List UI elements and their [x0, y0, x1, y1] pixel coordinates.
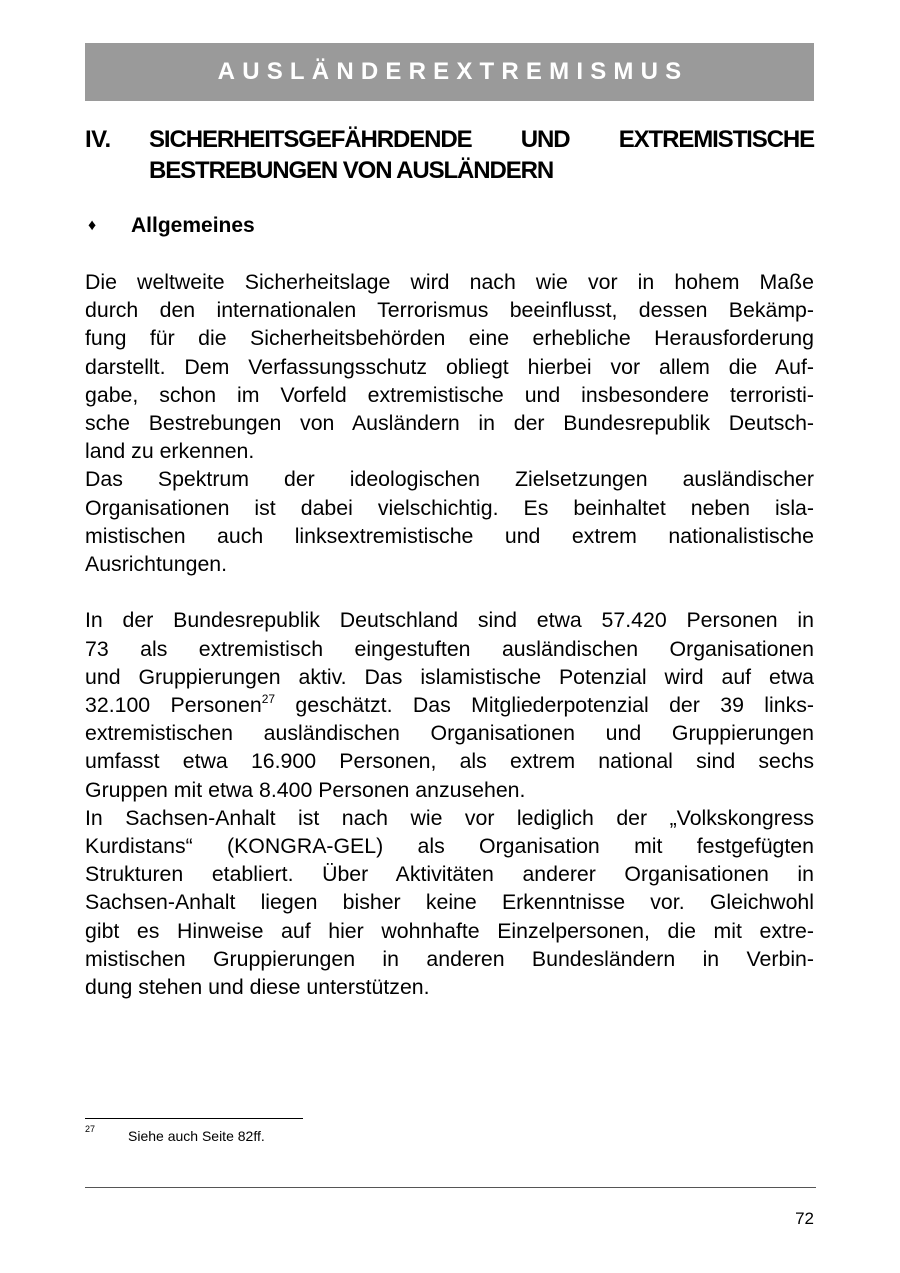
diamond-bullet-icon: ♦ [88, 217, 97, 234]
footnote-text: Siehe auch Seite 82ff. [128, 1128, 265, 1144]
text-line: mistischen Gruppierungen in anderen Bundesländern in Verbin- [85, 946, 814, 971]
text-line: sche Bestrebungen von Ausländern in der Bundesrepublik Deutsch- [85, 411, 814, 436]
chapter-title-line-1: SICHERHEITSGEFÄHRDENDE UND EXTREMISTISCHE [149, 126, 814, 153]
text-line: und Gruppierungen aktiv. Das islamistische Potenzial wird auf etwa [85, 664, 814, 689]
footnote-reference[interactable]: 27 [261, 692, 276, 707]
paragraph-spacer [85, 578, 814, 606]
page-number: 72 [795, 1209, 814, 1228]
section-heading-label: Allgemeines [131, 214, 255, 237]
paragraph-1 [85, 268, 814, 465]
text-line: Gruppen mit etwa 8.400 Personen anzusehen. [85, 777, 526, 802]
section-heading [85, 214, 255, 238]
text-line: umfasst etwa 16.900 Personen, als extrem national sind sechs [85, 749, 814, 774]
text-line: Die weltweite Sicherheitslage wird nach wie vor in hohem Maße [85, 270, 814, 294]
text-line: extremistischen ausländischen Organisationen und Gruppierungen [85, 721, 814, 746]
text-line: mistischen auch linksextremistische und extrem nationalistische [85, 523, 814, 548]
footer-divider [85, 1187, 816, 1188]
text-fragment: geschätzt. Das Mitgliederpotenzial der 39 links- [275, 693, 814, 718]
text-line: fung für die Sicherheitsbehörden eine erhebliche Herausforderung [85, 326, 814, 351]
paragraph-2 [85, 465, 814, 578]
text-line: 73 als extremistisch eingestuften ausländischen Organisationen [85, 636, 814, 661]
text-line: durch den internationalen Terrorismus beeinflusst, dessen Bekämp- [85, 298, 814, 323]
text-line: gibt es Hinweise auf hier wohnhafte Einzelpersonen, die mit extre- [85, 918, 814, 943]
running-header-title: AUSLÄNDEREXTREMISMUS [217, 58, 689, 85]
footnote-separator [85, 1118, 303, 1119]
text-line: In der Bundesrepublik Deutschland sind etwa 57.420 Personen in [85, 608, 814, 633]
chapter-title-line-2: BESTREBUNGEN VON AUSLÄNDERN [149, 157, 554, 184]
paragraph-3 [85, 606, 814, 803]
paragraph-4 [85, 804, 814, 1001]
text-line: Ausrichtungen. [85, 552, 228, 577]
text-line: land zu erkennen. [85, 439, 255, 464]
text-line: Das Spektrum der ideologischen Zielsetzungen ausländischer [85, 467, 814, 492]
text-line-with-footnote [85, 691, 814, 719]
text-line: Strukturen etabliert. Über Aktivitäten anderer Organisationen in [85, 862, 814, 887]
text-line: gabe, schon im Vorfeld extremistische und insbesondere terroristi- [85, 382, 814, 407]
text-line: In Sachsen-Anhalt ist nach wie vor lediglich der „Volkskongress [85, 805, 814, 830]
footnote-number: 27 [85, 1124, 96, 1134]
chapter-number: IV. [85, 126, 111, 153]
chapter-title [149, 124, 814, 186]
text-fragment: 32.100 Personen [85, 693, 262, 718]
text-line: Organisationen ist dabei vielschichtig. Es beinhaltet neben isla- [85, 495, 814, 520]
body-text [85, 268, 814, 1001]
text-line: darstellt. Dem Verfassungsschutz obliegt hierbei vor allem die Auf- [85, 354, 814, 379]
text-line: Kurdistans“ (KONGRA-GEL) als Organisation mit festgefügten [85, 834, 814, 859]
text-line: Sachsen-Anhalt liegen bisher keine Erkenntnisse vor. Gleichwohl [85, 890, 814, 915]
text-line: dung stehen und diese unterstützen. [85, 975, 430, 1000]
running-header-bar [85, 43, 814, 101]
